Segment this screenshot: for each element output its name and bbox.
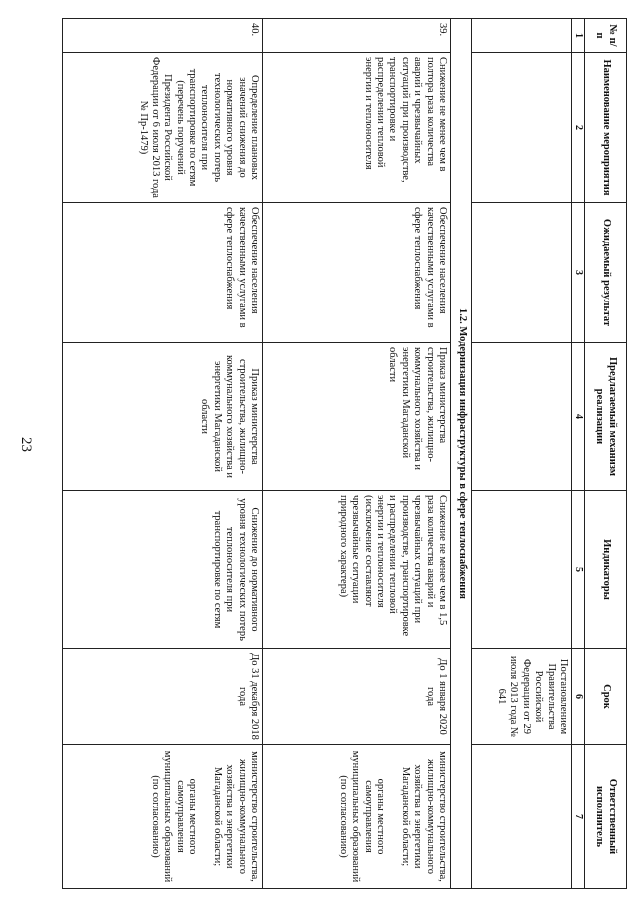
row-number: 39. <box>263 19 451 53</box>
mechanism: Приказ министерства строительства, жилищно-коммунального хозяйства и энергетики Магаданской области <box>63 343 263 491</box>
column-number: 1 <box>572 19 585 53</box>
header-name: Наименование мероприятия <box>585 53 627 203</box>
deadline: До 1 января 2020 года <box>263 649 451 745</box>
measure-name: Определение плановых значений снижения до нормативного уровня технологических потерь теплоносителя при транспортировке по сетям (перечень поручений Президента Российской Федерации от 6 июля 2013 года № Пр-1479) <box>63 53 263 203</box>
measure-name: Снижение не менее чем в полтора раза количества аварий и чрезвычайных ситуаций при производстве, транспортировке и распределении тепловой энергии и теплоносителя <box>263 53 451 203</box>
indicators: Снижение до нормативного уровня технологических потерь теплоносителя при транспортировке по сетям <box>63 491 263 649</box>
responsible: министерство строительства, жилищно-коммунального хозяйства и энергетики Магаданской области; органы местного самоуправления муниципальных образований (по согласованию) <box>263 745 451 889</box>
column-number: 5 <box>572 491 585 649</box>
column-number: 2 <box>572 53 585 203</box>
column-number: 3 <box>572 203 585 343</box>
column-number: 6 <box>572 649 585 745</box>
table-row <box>263 19 451 889</box>
page-number: 23 <box>18 437 34 452</box>
column-number-row <box>572 19 585 889</box>
header-row <box>585 19 627 889</box>
section-title: 1.2. Модернизация инфраструктуры в сфере теплоснабжения <box>451 19 472 889</box>
mechanism: Приказ министерства строительства, жилищно-коммунального хозяйства и энергетики Магаданской области <box>263 343 451 491</box>
deadline: До 31 декабря 2018 года <box>63 649 263 745</box>
reference-deadline-cell: Постановлением Правительства Российской Федерации от 29 июля 2013 года № 641 <box>472 649 572 745</box>
header-indicators: Индикаторы <box>585 491 627 649</box>
expected-result: Обеспечение населения качественными услугами в сфере теплоснабжения <box>63 203 263 343</box>
header-mechanism: Предлагаемый механизм реализации <box>585 343 627 491</box>
reference-row <box>472 19 572 889</box>
indicators: Снижение не менее чем в 1,5 раза количества аварий и чрезвычайных ситуаций при производстве, транспортировке и распределении тепловой энергии и теплоносителя (исключение составляют чрезвычайные ситуации природного характера) <box>263 491 451 649</box>
header-responsible: Ответственный исполнитель <box>585 745 627 889</box>
header-num: № п/п <box>585 19 627 53</box>
column-number: 7 <box>572 745 585 889</box>
expected-result: Обеспечение населения качественными услугами в сфере теплоснабжения <box>263 203 451 343</box>
row-number: 40. <box>63 19 263 53</box>
rotated-table-container <box>62 18 627 888</box>
responsible: министерство строительства, жилищно-коммунального хозяйства и энергетики Магаданской области; органы местного самоуправления муниципальных образований (по согласованию) <box>63 745 263 889</box>
measures-table <box>62 18 627 889</box>
document-page <box>62 18 627 888</box>
section-title-row <box>451 19 472 889</box>
header-result: Ожидаемый результат <box>585 203 627 343</box>
column-number: 4 <box>572 343 585 491</box>
table-row <box>63 19 263 889</box>
header-deadline: Срок <box>585 649 627 745</box>
